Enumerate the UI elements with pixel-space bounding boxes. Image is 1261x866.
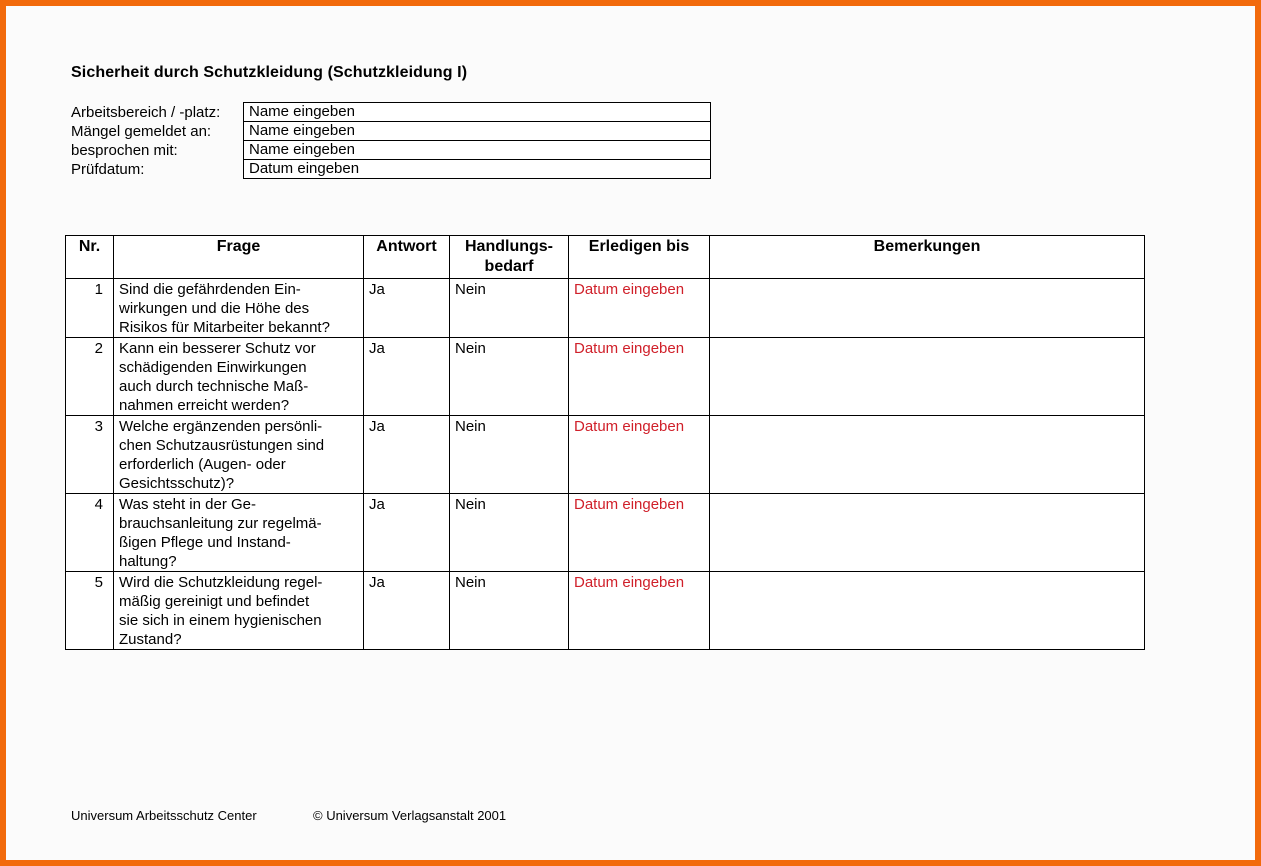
header-bemerkungen: Bemerkungen xyxy=(710,236,1145,279)
footer-publisher: Universum Arbeitsschutz Center xyxy=(71,808,257,823)
row-number: 1 xyxy=(66,279,114,338)
besprochen-mit-field[interactable]: Name eingeben xyxy=(243,140,711,159)
table-row xyxy=(66,338,1145,416)
table-row xyxy=(66,279,1145,338)
meta-label-besprochen: besprochen mit: xyxy=(71,142,178,159)
question-cell xyxy=(114,416,364,494)
header-nr: Nr. xyxy=(66,236,114,279)
header-erledigen-bis: Erledigen bis xyxy=(569,236,710,279)
due-date-cell[interactable]: Datum eingeben xyxy=(569,494,710,572)
action-needed-cell[interactable]: Nein xyxy=(450,494,569,572)
question-line: wirkungen und die Höhe des xyxy=(119,300,310,317)
question-line: brauchsanleitung zur regelmä- xyxy=(119,515,322,532)
table-row xyxy=(66,572,1145,650)
question-line: Welche ergänzenden persönli- xyxy=(119,418,323,435)
arbeitsbereich-field[interactable]: Name eingeben xyxy=(243,102,711,121)
meta-label-pruefdatum: Prüfdatum: xyxy=(71,161,145,178)
due-date-cell[interactable]: Datum eingeben xyxy=(569,338,710,416)
question-cell xyxy=(114,572,364,650)
question-line: Kann ein besserer Schutz vor xyxy=(119,340,316,357)
remarks-cell[interactable] xyxy=(710,338,1145,416)
question-line: mäßig gereinigt und befindet xyxy=(119,593,310,610)
question-line: Was steht in der Ge- xyxy=(119,496,256,513)
question-line: schädigenden Einwirkungen xyxy=(119,359,307,376)
question-line: Risikos für Mitarbeiter bekannt? xyxy=(119,319,330,336)
meta-label-arbeitsbereich: Arbeitsbereich / -platz: xyxy=(71,104,221,121)
answer-cell[interactable]: Ja xyxy=(364,572,450,650)
table-header-row xyxy=(66,236,1145,279)
header-handlungsbedarf xyxy=(450,236,569,279)
question-line: haltung? xyxy=(119,553,177,570)
remarks-cell[interactable] xyxy=(710,572,1145,650)
question-cell xyxy=(114,338,364,416)
due-date-cell[interactable]: Datum eingeben xyxy=(569,416,710,494)
row-number: 5 xyxy=(66,572,114,650)
action-needed-cell[interactable]: Nein xyxy=(450,416,569,494)
row-number: 3 xyxy=(66,416,114,494)
remarks-cell[interactable] xyxy=(710,279,1145,338)
question-cell xyxy=(114,494,364,572)
remarks-cell[interactable] xyxy=(710,494,1145,572)
question-line: chen Schutzausrüstungen sind xyxy=(119,437,325,454)
due-date-cell[interactable]: Datum eingeben xyxy=(569,572,710,650)
question-line: ßigen Pflege und Instand- xyxy=(119,534,291,551)
action-needed-cell[interactable]: Nein xyxy=(450,279,569,338)
table-row xyxy=(66,416,1145,494)
question-line: Zustand? xyxy=(119,631,182,648)
question-line: Gesichtsschutz)? xyxy=(119,475,235,492)
question-line: auch durch technische Maß- xyxy=(119,378,309,395)
action-needed-cell[interactable]: Nein xyxy=(450,338,569,416)
header-antwort: Antwort xyxy=(364,236,450,279)
header-frage: Frage xyxy=(114,236,364,279)
row-number: 2 xyxy=(66,338,114,416)
answer-cell[interactable]: Ja xyxy=(364,494,450,572)
header-handlungsbedarf-line2: bedarf xyxy=(484,258,534,275)
row-number: 4 xyxy=(66,494,114,572)
question-line: nahmen erreicht werden? xyxy=(119,397,290,414)
pruefdatum-field[interactable]: Datum eingeben xyxy=(243,159,711,179)
answer-cell[interactable]: Ja xyxy=(364,338,450,416)
action-needed-cell[interactable]: Nein xyxy=(450,572,569,650)
table-row xyxy=(66,494,1145,572)
question-line: Wird die Schutzkleidung regel- xyxy=(119,574,323,591)
meta-label-maengel: Mängel gemeldet an: xyxy=(71,123,212,140)
question-cell xyxy=(114,279,364,338)
maengel-gemeldet-field[interactable]: Name eingeben xyxy=(243,121,711,140)
question-line: erforderlich (Augen- oder xyxy=(119,456,286,473)
header-handlungsbedarf-line1: Handlungs- xyxy=(465,238,553,255)
answer-cell[interactable]: Ja xyxy=(364,416,450,494)
footer-copyright: © Universum Verlagsanstalt 2001 xyxy=(313,808,507,823)
checklist-table xyxy=(65,235,1145,650)
answer-cell[interactable]: Ja xyxy=(364,279,450,338)
question-line: Sind die gefährdenden Ein- xyxy=(119,281,301,298)
due-date-cell[interactable]: Datum eingeben xyxy=(569,279,710,338)
remarks-cell[interactable] xyxy=(710,416,1145,494)
question-line: sie sich in einem hygienischen xyxy=(119,612,322,629)
page-title: Sicherheit durch Schutzkleidung (Schutzkleidung I) xyxy=(71,64,468,81)
